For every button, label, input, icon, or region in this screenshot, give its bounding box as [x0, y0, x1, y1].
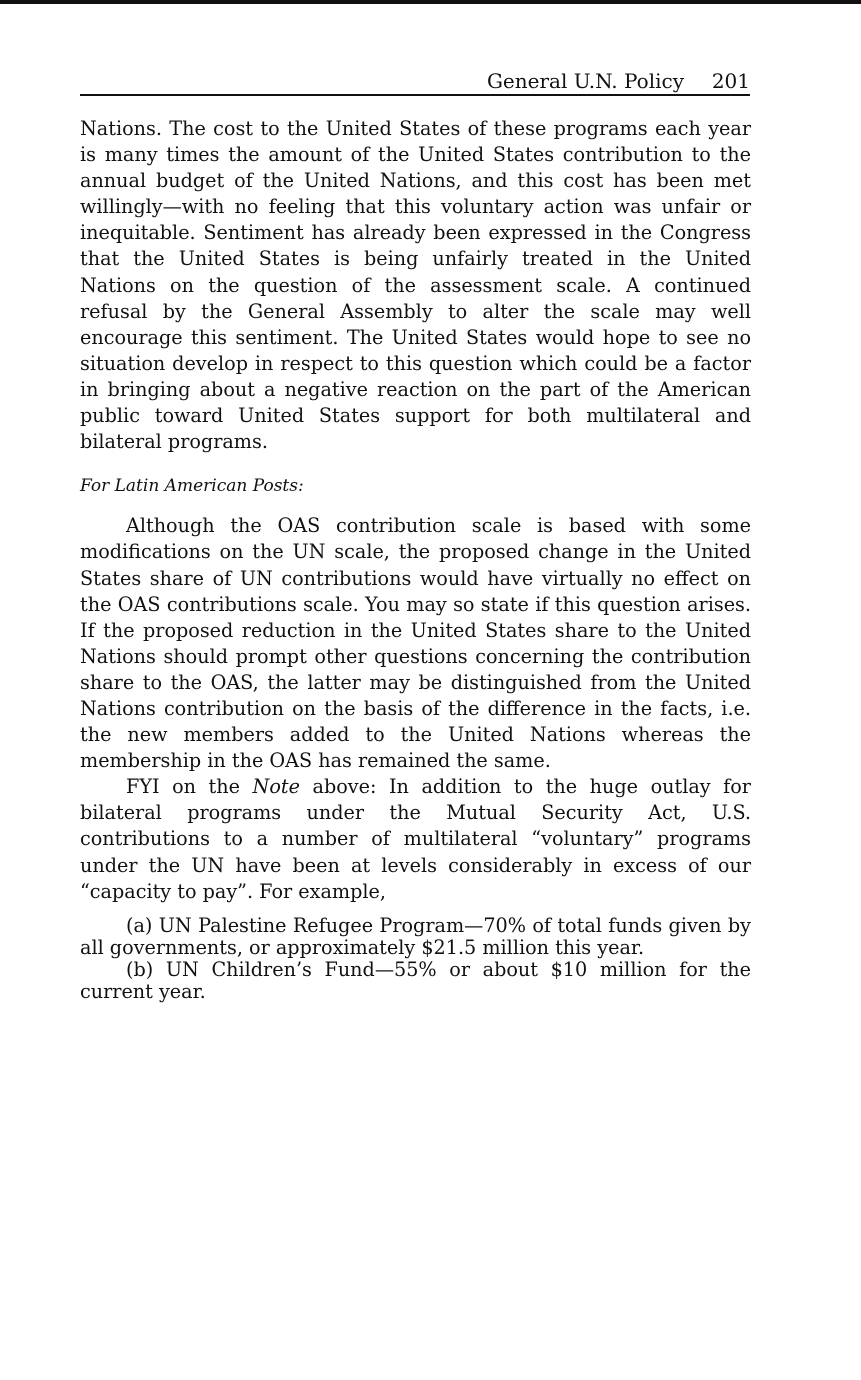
- running-title: General U.N. Policy: [486, 69, 684, 93]
- example-item-a: (a) UN Palestine Refugee Program—70% of total funds given by all governments, or approximately $21.5 million this year.: [80, 913, 751, 959]
- body-paragraph-fyi: [80, 774, 751, 904]
- section-heading: For Latin American Posts:: [80, 476, 304, 497]
- examples-list: [80, 915, 751, 1003]
- page-number: 201: [711, 69, 750, 93]
- running-header: [80, 68, 750, 96]
- fyi-rest: above: In addition to the huge outlay for bilateral programs under the Mutual Security Act, U.S. contributions to a number of multilateral “voluntary” programs under the UN have been at levels considerably in excess of our “capacity to pay”. For example,: [80, 775, 751, 903]
- body-paragraph-oas: Although the OAS contribution scale is based with some modifications on the UN scale, the proposed change in the United States share of UN contributions would have virtually no effect on the OAS contributions scale. You may so state if this question arises. If the proposed reduction in the United States share to the United Nations should prompt other questions concerning the contribution share to the OAS, the latter may be distinguished from the United Nations contribution on the basis of the difference in the facts, i.e. the new members added to the United Nations whereas the membership in the OAS has remained the same.: [80, 514, 751, 773]
- page-body: [80, 116, 751, 1003]
- fyi-note-word: Note: [252, 775, 300, 799]
- example-item-b: (b) UN Children’s Fund—55% or about $10 million for the current year.: [80, 957, 751, 1003]
- body-paragraph-continued: Nations. The cost to the United States of these programs each year is many times the amount of the United States contribution to the annual budget of the United Nations, and this cost has been met willingly—with no feeling that this voluntary action was unfair or inequitable. Sentiment has already been expressed in the Congress that the United States is being unfairly treated in the United Nations on the question of the assessment scale. A continued refusal by the General Assembly to alter the scale may well encourage this sentiment. The United States would hope to see no situation develop in respect to this question which could be a factor in bringing about a negative reaction on the part of the American public toward United States support for both multilateral and bilateral programs.: [80, 117, 751, 454]
- top-border-rule: [0, 0, 861, 4]
- fyi-prefix: FYI on the: [126, 775, 240, 799]
